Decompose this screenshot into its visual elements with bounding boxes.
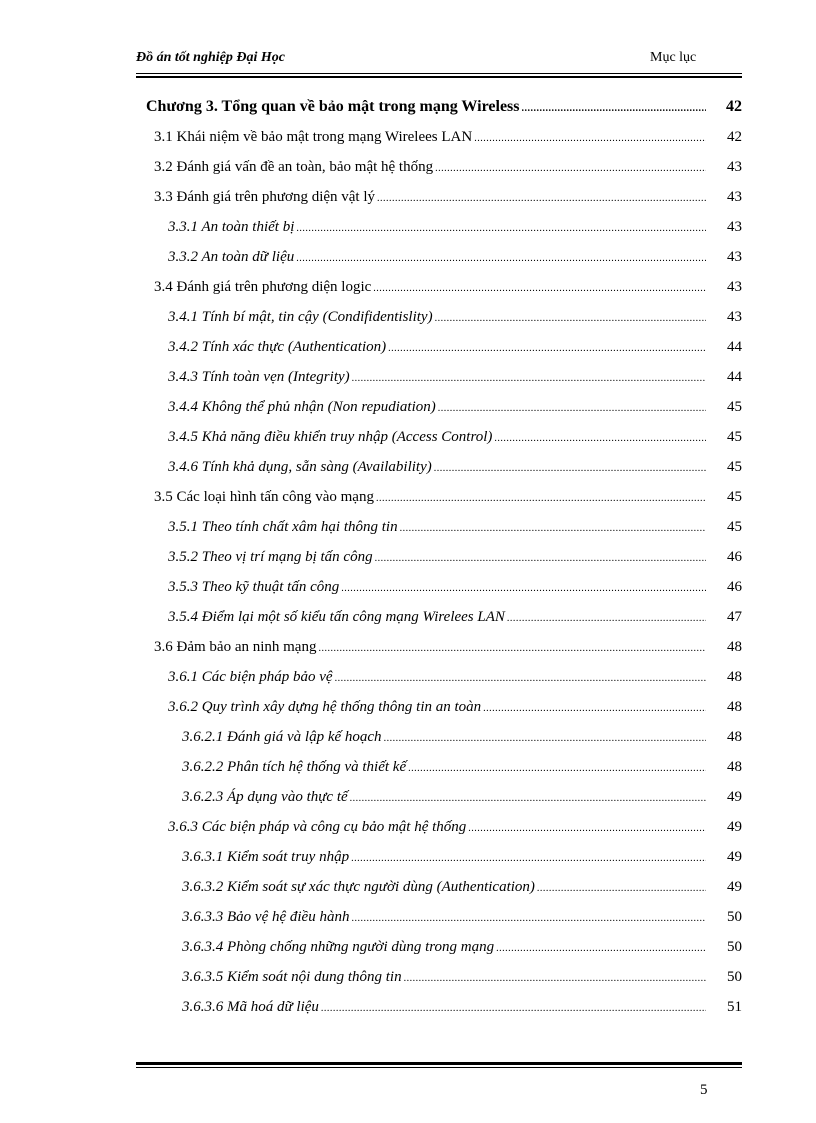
toc-leader-dots	[408, 762, 706, 776]
toc-entry[interactable]	[136, 124, 742, 146]
toc-entry[interactable]	[136, 784, 742, 806]
toc-entry-label: 3.6.2.3 Áp dụng vào thực tế	[182, 789, 348, 805]
toc-entry[interactable]	[136, 754, 742, 776]
toc-entry-label: 3.1 Khái niệm về bảo mật trong mạng Wirelees LAN	[154, 129, 473, 145]
toc-leader-dots	[373, 282, 706, 296]
toc-entry[interactable]	[136, 304, 742, 326]
toc-entry-label: 3.4.4 Không thể phủ nhận (Non repudiation)	[168, 399, 436, 415]
toc-entry-label: Chương 3. Tổng quan về bảo mật trong mạng Wireless	[146, 98, 520, 115]
toc-entry-page: 43	[727, 189, 742, 205]
toc-entry-label: 3.5.2 Theo vị trí mạng bị tấn công	[168, 549, 373, 565]
toc-leader-dots	[377, 192, 706, 206]
toc-entry-label: 3.6.3 Các biện pháp và công cụ bảo mật hệ thống	[168, 819, 467, 835]
toc-entry[interactable]	[136, 694, 742, 716]
toc-leader-dots	[375, 552, 706, 566]
toc-entry[interactable]	[136, 154, 742, 176]
toc-entry-page: 45	[727, 399, 742, 415]
toc-entry[interactable]	[136, 634, 742, 656]
toc-leader-dots	[296, 222, 706, 236]
toc-entry-page: 48	[727, 699, 742, 715]
toc-leader-dots	[351, 912, 706, 926]
toc-leader-dots	[537, 882, 706, 896]
toc-entry-label: 3.6.2 Quy trình xây dựng hệ thống thông tin an toàn	[168, 699, 482, 715]
toc-entry-page: 48	[727, 669, 742, 685]
toc-leader-dots	[335, 672, 706, 686]
toc-entry[interactable]	[136, 544, 742, 566]
toc-entry[interactable]	[136, 994, 742, 1016]
toc-entry[interactable]	[136, 484, 742, 506]
toc-entry-label: 3.6.3.4 Phòng chống những người dùng trong mạng	[182, 939, 495, 955]
toc-entry-page: 51	[727, 999, 742, 1015]
toc-entry[interactable]	[136, 424, 742, 446]
toc-leader-dots	[352, 372, 706, 386]
toc-entry-label: 3.2 Đánh giá vấn đề an toàn, bảo mật hệ thống	[154, 159, 434, 175]
toc-entry-page: 49	[727, 789, 742, 805]
toc-entry-label: 3.6.3.1 Kiểm soát truy nhập	[182, 849, 350, 865]
toc-entry-page: 50	[727, 939, 742, 955]
toc-entry-page: 46	[727, 549, 742, 565]
toc-entry-label: 3.5.3 Theo kỹ thuật tấn công	[168, 579, 340, 595]
toc-entry-label: 3.6.3.2 Kiểm soát sự xác thực người dùng (Authentication)	[182, 879, 535, 895]
toc-leader-dots	[400, 522, 706, 536]
toc-entry-page: 44	[727, 369, 742, 385]
toc-entry-page: 48	[727, 729, 742, 745]
toc-entry-page: 43	[727, 219, 742, 235]
toc-entry-label: 3.6.1 Các biện pháp bảo vệ	[168, 669, 333, 685]
footer-rule-thick	[136, 1062, 742, 1065]
page-header	[136, 50, 742, 74]
toc-leader-dots	[468, 822, 706, 836]
toc-entry[interactable]	[136, 364, 742, 386]
toc-entry[interactable]	[136, 94, 742, 116]
toc-entry-page: 50	[727, 969, 742, 985]
toc-entry[interactable]	[136, 934, 742, 956]
document-title: Đồ án tốt nghiệp Đại Học	[136, 50, 285, 65]
toc-entry-page: 43	[727, 279, 742, 295]
toc-entry-page: 49	[727, 849, 742, 865]
toc-entry-page: 43	[727, 249, 742, 265]
toc-entry[interactable]	[136, 244, 742, 266]
toc-entry[interactable]	[136, 904, 742, 926]
toc-entry-page: 47	[727, 609, 742, 625]
toc-leader-dots	[483, 702, 706, 716]
toc-entry-page: 44	[727, 339, 742, 355]
toc-entry-label: 3.5 Các loại hình tấn công vào mạng	[154, 489, 374, 505]
toc-leader-dots	[522, 102, 707, 116]
toc-entry-label: 3.5.4 Điểm lại một số kiểu tấn công mạng Wirelees LAN	[168, 609, 505, 625]
toc-leader-dots	[388, 342, 706, 356]
toc-entry-label: 3.6.2.1 Đánh giá và lập kế hoạch	[182, 729, 382, 745]
toc-entry-label: 3.4.1 Tính bí mật, tin cậy (Condifidentislity)	[168, 309, 433, 325]
toc-entry-page: 45	[727, 429, 742, 445]
toc-entry-label: 3.5.1 Theo tính chất xâm hại thông tin	[168, 519, 398, 535]
toc-leader-dots	[434, 462, 706, 476]
toc-entry-label: 3.4.5 Khả năng điều khiển truy nhập (Access Control)	[168, 429, 493, 445]
toc-entry-label: 3.6.3.6 Mã hoá dữ liệu	[182, 999, 319, 1015]
toc-entry-page: 45	[727, 519, 742, 535]
toc-leader-dots	[435, 162, 706, 176]
toc-entry-label: 3.3 Đánh giá trên phương diện vật lý	[154, 189, 376, 205]
toc-entry[interactable]	[136, 664, 742, 686]
toc-entry[interactable]	[136, 394, 742, 416]
toc-leader-dots	[494, 432, 706, 446]
toc-entry-page: 45	[727, 459, 742, 475]
toc-entry[interactable]	[136, 274, 742, 296]
header-rule-thick	[136, 76, 742, 78]
toc-leader-dots	[376, 492, 706, 506]
toc-leader-dots	[296, 252, 706, 266]
toc-entry[interactable]	[136, 514, 742, 536]
toc-leader-dots	[496, 942, 706, 956]
toc-entry-page: 48	[727, 639, 742, 655]
header-rule-thin	[136, 73, 742, 74]
toc-entry[interactable]	[136, 184, 742, 206]
toc-leader-dots	[507, 612, 706, 626]
toc-entry-label: 3.4.3 Tính toàn vẹn (Integrity)	[168, 369, 350, 385]
toc-entry-page: 43	[727, 309, 742, 325]
toc-entry[interactable]	[136, 964, 742, 986]
footer-rule-thin	[136, 1067, 742, 1068]
toc-entry-label: 3.3.2 An toàn dữ liệu	[168, 249, 295, 265]
toc-entry-page: 42	[726, 98, 742, 115]
toc-leader-dots	[404, 972, 706, 986]
toc-entry-label: 3.6.3.3 Bảo vệ hệ điều hành	[182, 909, 350, 925]
toc-entry-page: 49	[727, 819, 742, 835]
toc-leader-dots	[384, 732, 706, 746]
toc-entry-label: 3.4.6 Tính khả dụng, sẵn sàng (Availability)	[168, 459, 432, 475]
toc-entry-label: 3.6.2.2 Phân tích hệ thống và thiết kế	[182, 759, 407, 775]
toc-leader-dots	[318, 642, 706, 656]
toc-entry-label: 3.4 Đánh giá trên phương diện logic	[154, 279, 372, 295]
toc-leader-dots	[350, 792, 706, 806]
toc-entry-label: 3.6 Đảm bảo an ninh mạng	[154, 639, 317, 655]
toc-entry-page: 45	[727, 489, 742, 505]
toc-entry[interactable]	[136, 604, 742, 626]
toc-leader-dots	[435, 312, 706, 326]
toc-entry-label: 3.4.2 Tính xác thực (Authentication)	[168, 339, 387, 355]
toc-entry[interactable]	[136, 334, 742, 356]
toc-entry-page: 43	[727, 159, 742, 175]
toc-entry-page: 46	[727, 579, 742, 595]
toc-leader-dots	[321, 1002, 706, 1016]
toc-entry[interactable]	[136, 454, 742, 476]
toc-leader-dots	[474, 132, 706, 146]
page-number: 5	[700, 1082, 708, 1098]
toc-leader-dots	[341, 582, 706, 596]
toc-leader-dots	[438, 402, 706, 416]
toc-entry-page: 42	[727, 129, 742, 145]
toc-entry-page: 49	[727, 879, 742, 895]
toc-entry[interactable]	[136, 874, 742, 896]
toc-entry-label: 3.3.1 An toàn thiết bị	[168, 219, 295, 235]
toc-entry[interactable]	[136, 844, 742, 866]
toc-entry[interactable]	[136, 574, 742, 596]
toc-entry[interactable]	[136, 814, 742, 836]
toc-entry-page: 48	[727, 759, 742, 775]
toc-entry-page: 50	[727, 909, 742, 925]
toc-entry[interactable]	[136, 724, 742, 746]
section-name: Mục lục	[650, 50, 697, 65]
toc-leader-dots	[351, 852, 706, 866]
toc-entry[interactable]	[136, 214, 742, 236]
toc-entry-label: 3.6.3.5 Kiểm soát nội dung thông tin	[182, 969, 402, 985]
